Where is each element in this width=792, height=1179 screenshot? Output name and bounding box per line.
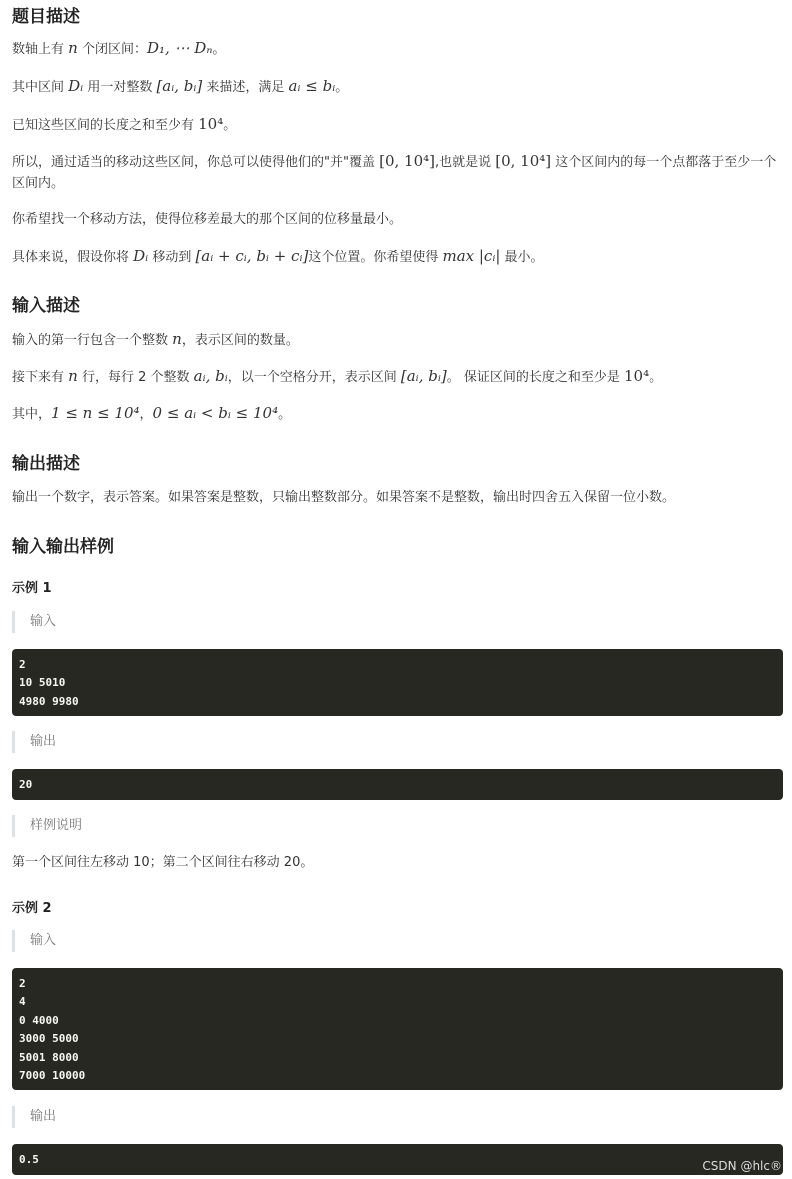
example-2-output-code xyxy=(12,1144,783,1175)
example-2-title: 示例 2 xyxy=(12,901,52,916)
example-1-input-code xyxy=(12,649,783,716)
example-2-output-label: 输出 xyxy=(12,1106,56,1128)
csdn-watermark: CSDN @hlc® xyxy=(702,1159,782,1173)
section-title-input: 输入描述 xyxy=(12,296,80,316)
example-1-explain-label: 样例说明 xyxy=(12,815,82,837)
input-line-1: 输入的第一行包含一个整数 n，表示区间的数量。 xyxy=(12,330,299,348)
section-title-examples: 输入输出样例 xyxy=(12,537,114,557)
code-line: 0.5 xyxy=(19,1153,39,1166)
desc-line-6: 具体来说，假设你将 Dᵢ 移动到 [aᵢ + cᵢ, bᵢ + cᵢ]这个位置。你希望使得 max |cᵢ| 最小。 xyxy=(12,247,544,265)
desc-line-2: 其中区间 Dᵢ 用一对整数 [aᵢ, bᵢ] 来描述，满足 aᵢ ≤ bᵢ。 xyxy=(12,77,349,95)
code-line: 20 xyxy=(19,778,33,791)
input-line-3: 其中，1 ≤ n ≤ 10⁴，0 ≤ aᵢ < bᵢ ≤ 10⁴。 xyxy=(12,404,292,422)
desc-line-3: 已知这些区间的长度之和至少有 10⁴。 xyxy=(12,115,237,133)
input-line-2: 接下来有 n 行，每行 2 个整数 aᵢ, bᵢ，以一个空格分开，表示区间 [aᵢ, bᵢ]。 保证区间的长度之和至少是 10⁴。 xyxy=(12,367,663,385)
desc-line-1: 数轴上有 n 个闭区间：D₁, ⋯ Dₙ。 xyxy=(12,39,226,57)
example-1-title: 示例 1 xyxy=(12,581,52,596)
output-line-1: 输出一个数字，表示答案。如果答案是整数，只输出整数部分。如果答案不是整数，输出时四舍五入保留一位小数。 xyxy=(12,490,676,505)
code-line: 4 xyxy=(19,995,26,1009)
code-line: 7000 10000 xyxy=(19,1069,86,1083)
code-line: 5001 8000 xyxy=(19,1050,79,1064)
example-1-output-code xyxy=(12,769,783,800)
code-line: 3000 5000 xyxy=(19,1032,79,1046)
example-2-input-code xyxy=(12,968,783,1090)
example-1-output-label: 输出 xyxy=(12,731,56,753)
example-1-input-label: 输入 xyxy=(12,611,56,633)
code-line: 2 xyxy=(19,658,26,671)
example-2-input-label: 输入 xyxy=(12,930,56,952)
code-line: 4980 9980 xyxy=(19,694,79,708)
code-line: 10 5010 xyxy=(19,676,66,690)
code-line: 0 4000 xyxy=(19,1013,59,1027)
example-1-explain: 第一个区间往左移动 10；第二个区间往右移动 20。 xyxy=(12,855,314,870)
desc-line-4: 所以，通过适当的移动这些区间，你总可以使得他们的"并"覆盖 [0, 10⁴],也就是说 [0, 10⁴] 这个区间内的每一个点都落于至少一个区间内。 xyxy=(12,152,777,191)
desc-line-5: 你希望找一个移动方法，使得位移差最大的那个区间的位移量最小。 xyxy=(12,212,403,227)
code-line: 2 xyxy=(19,977,26,990)
section-title-output: 输出描述 xyxy=(12,454,80,474)
section-title-description: 题目描述 xyxy=(12,7,80,27)
